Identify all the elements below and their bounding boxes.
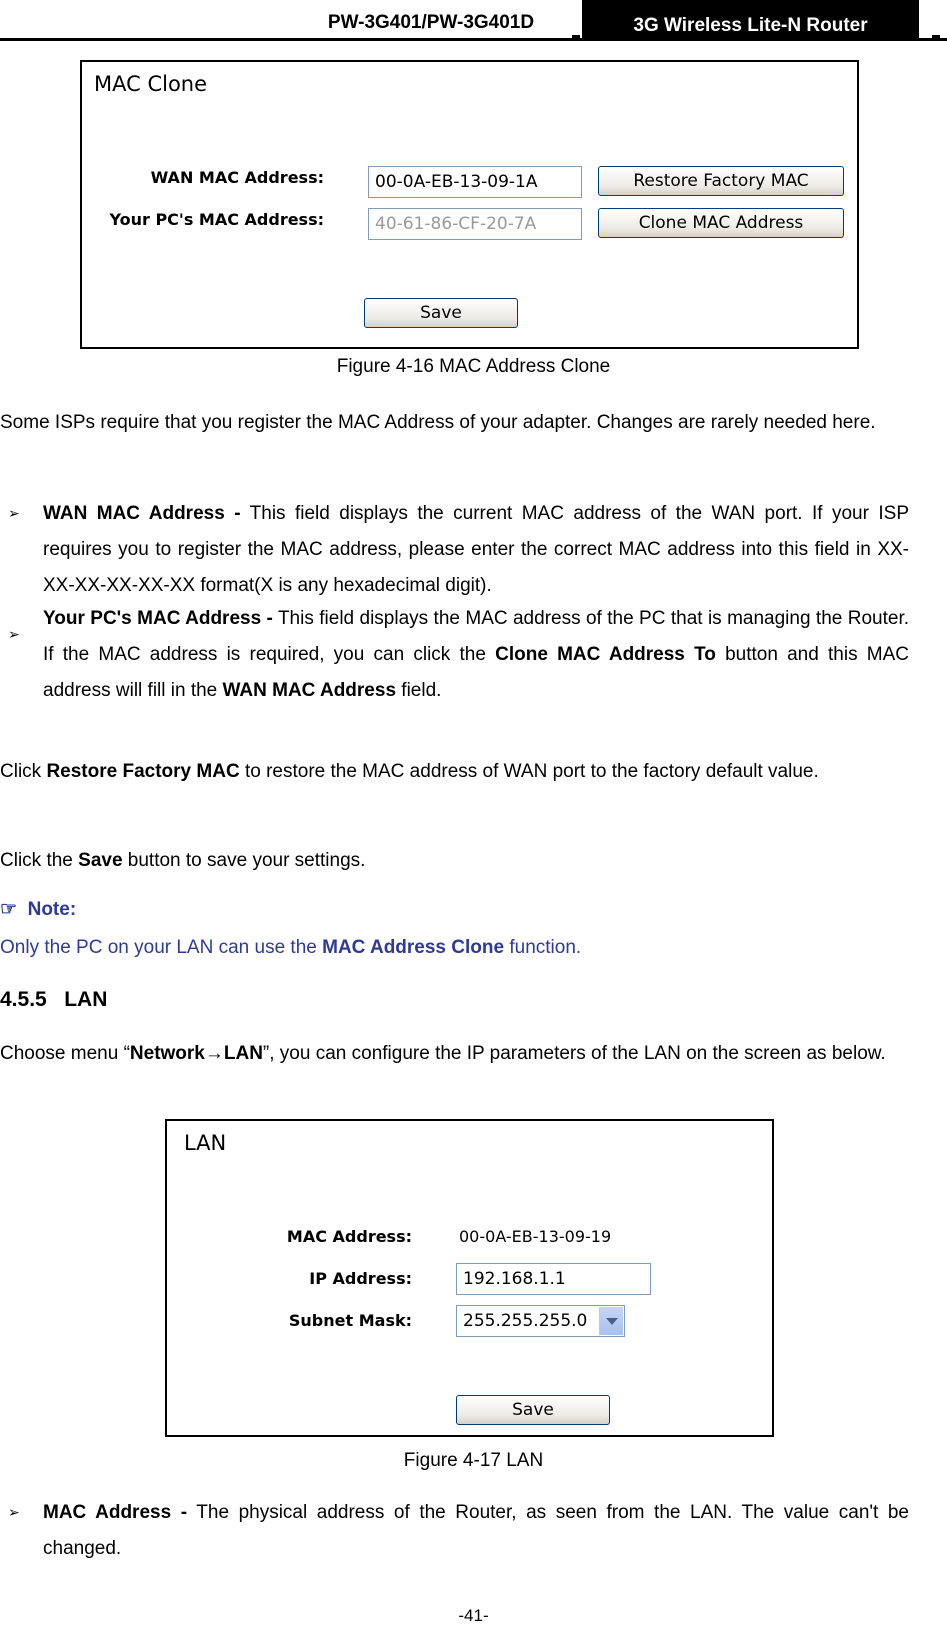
bold-term: Restore Factory MAC (46, 761, 240, 782)
subnet-mask-value: 255.255.255.0 (463, 1311, 588, 1331)
lan-panel (165, 1119, 774, 1437)
pc-mac-field: 40-61-86-CF-20-7A (368, 208, 582, 240)
lan-title: LAN (184, 1131, 227, 1155)
text: button to save your settings. (127, 850, 366, 871)
bullet-pc-mac (43, 601, 909, 709)
text: ”, you can configure the IP parameters of the LAN on the screen as below. (262, 1043, 886, 1064)
pointing-hand-icon: ☞ (0, 899, 18, 920)
lan-mac-label: MAC Address: (286, 1227, 412, 1246)
section-title: LAN (64, 988, 108, 1011)
mac-clone-panel (80, 60, 859, 349)
note-heading (0, 898, 76, 921)
bold-term: MAC Address Clone (322, 937, 505, 958)
bullet-arrow-icon: ➢ (8, 626, 20, 642)
choose-menu-paragraph (0, 1040, 912, 1067)
header-rule (0, 38, 947, 41)
bullet-term: MAC Address - (43, 1502, 188, 1523)
lan-save-button[interactable]: Save (456, 1395, 610, 1425)
bullet-arrow-icon: ➢ (8, 1504, 20, 1520)
lan-mac-value: 00-0A-EB-13-09-19 (459, 1227, 612, 1246)
intro-paragraph: Some ISPs require that you register the MAC Address of your adapter. Changes are rarely needed here. (0, 412, 876, 433)
bullet-bold: Clone MAC Address To (495, 644, 716, 665)
ip-address-label: IP Address: (309, 1269, 412, 1288)
note-label: Note: (27, 899, 77, 920)
text: Only the PC on your LAN can use the (0, 937, 317, 958)
bullet-text: button and this MAC address will fill in the (43, 644, 910, 701)
chevron-down-icon[interactable] (599, 1307, 623, 1335)
subnet-mask-label: Subnet Mask: (288, 1311, 412, 1330)
pc-mac-label: Your PC's MAC Address: (109, 210, 324, 229)
bullet-text: This field displays the current MAC address of the WAN port. If your ISP requires you to register the MAC address, please enter the correct MAC address into this field in XX-XX-XX-XX-XX-XX format(X is any hexadecimal digit). (43, 503, 910, 596)
text: Click the (0, 850, 73, 871)
bullet-arrow-icon: ➢ (8, 505, 20, 521)
text: function. (509, 937, 582, 958)
text: Choose menu “ (0, 1043, 130, 1064)
mac-clone-title: MAC Clone (94, 72, 208, 96)
header-tick-right (932, 35, 940, 38)
wan-mac-label: WAN MAC Address: (150, 168, 324, 187)
ip-address-input[interactable]: 192.168.1.1 (456, 1263, 651, 1295)
figure-16-caption: Figure 4-16 MAC Address Clone (336, 356, 611, 377)
subnet-mask-select[interactable] (456, 1305, 625, 1337)
click-restore-paragraph (0, 754, 909, 790)
note-text (0, 937, 581, 959)
bullet-term: Your PC's MAC Address - (43, 608, 273, 629)
bold-term: Save (78, 850, 123, 871)
section-number: 4.5.5 (0, 988, 47, 1011)
bold-term: Network→LAN (129, 1043, 263, 1064)
bullet-wan-mac (43, 496, 909, 604)
bullet-text: The physical address of the Router, as seen from the LAN. The value can't be changed. (43, 1502, 909, 1559)
section-heading (0, 988, 107, 1012)
text: to restore the MAC address of WAN port to the factory default value. (244, 761, 819, 782)
figure-17-caption: Figure 4-17 LAN (403, 1450, 544, 1471)
page-number: -41- (458, 1606, 489, 1625)
bullet-text: field. (401, 680, 442, 701)
bullet-bold: WAN MAC Address (222, 680, 397, 701)
restore-factory-mac-button[interactable]: Restore Factory MAC (598, 166, 844, 196)
bullet-text: This field displays the MAC address of the PC that is managing the Router. If the MAC address is required, you can click the (43, 608, 909, 665)
header-model: PW-3G401/PW-3G401D (327, 12, 535, 33)
bullet-term: WAN MAC Address - (43, 503, 241, 524)
clone-mac-address-button[interactable]: Clone MAC Address (598, 208, 844, 238)
header-tick-left (572, 35, 580, 38)
save-button[interactable]: Save (364, 298, 518, 328)
header-product-tab: 3G Wireless Lite-N Router (582, 0, 919, 40)
bullet-lan-mac (43, 1495, 909, 1567)
click-save-paragraph (0, 843, 365, 879)
wan-mac-input[interactable]: 00-0A-EB-13-09-1A (368, 166, 582, 198)
text: Click (0, 761, 42, 782)
